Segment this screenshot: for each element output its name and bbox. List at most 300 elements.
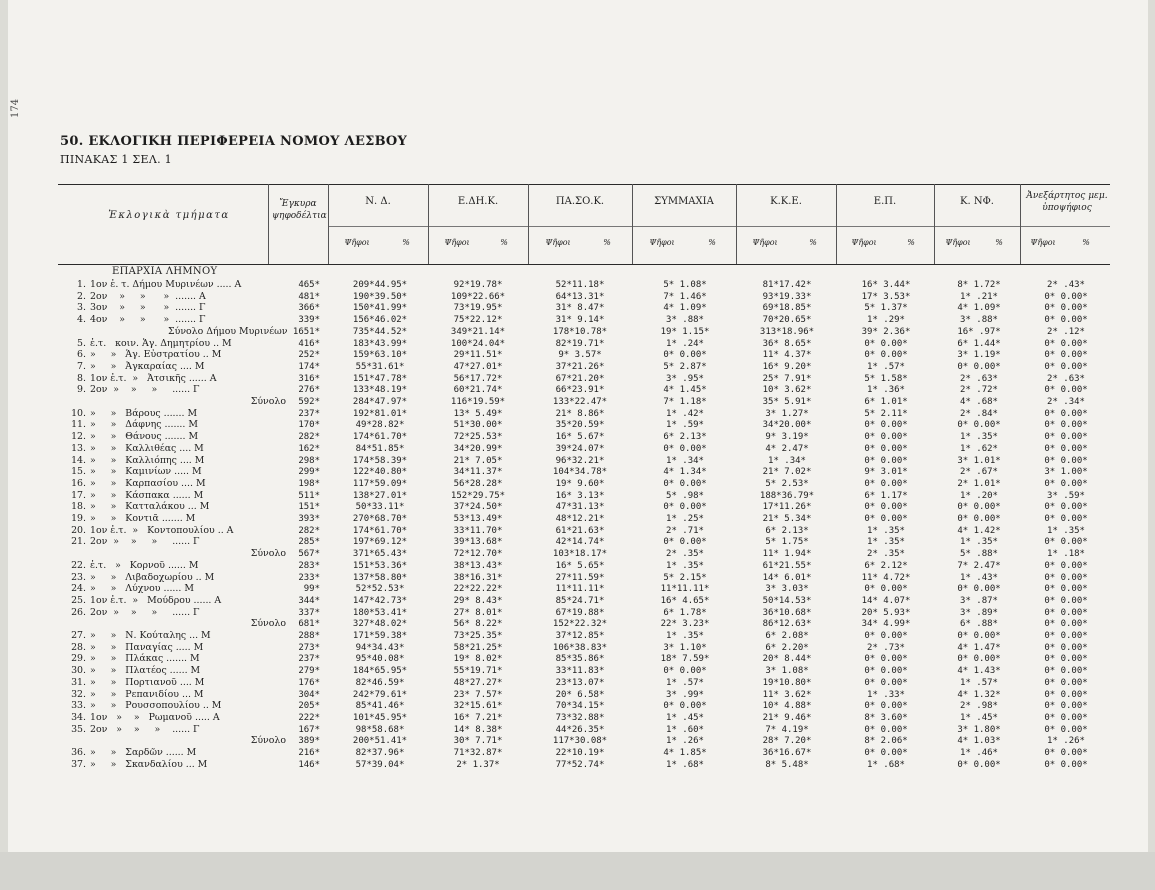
subheader-votes: Ψῆφοι xyxy=(1030,238,1056,247)
cell-reg: 339* xyxy=(298,315,320,326)
cell-sym: 1* .59* xyxy=(666,420,704,431)
cell-knf: 3* 1.80* xyxy=(957,724,1001,735)
col-divider xyxy=(836,184,837,264)
cell-kke: 61*21.55* xyxy=(762,560,812,571)
cell-knf: 4* 1.47* xyxy=(957,642,1001,653)
cell-nd: 82*37.96* xyxy=(355,748,405,758)
cell-name: » » Λιβαδοχωρίου .. Μ xyxy=(90,571,215,583)
cell-sym: 5* 2.15* xyxy=(663,572,707,583)
cell-no: 17. xyxy=(71,489,86,501)
cell-edik: 34*11.37* xyxy=(453,467,503,478)
table-row xyxy=(8,302,1148,314)
table-row xyxy=(8,572,1148,584)
header-sections: Ἐκλογικὰ τμήματα xyxy=(108,210,230,221)
cell-edik: 39*13.68* xyxy=(453,537,503,548)
cell-edik: 152*29.75* xyxy=(450,490,506,501)
cell-nd: 50*33.11* xyxy=(355,502,405,513)
cell-sym: 4* 1.09* xyxy=(663,303,707,314)
header-party-ep: Ε.Π. xyxy=(873,196,897,207)
cell-knf: 4* 1.43* xyxy=(957,666,1001,677)
cell-pasok: 42*14.74* xyxy=(555,537,605,548)
cell-edik: 72*12.70* xyxy=(453,549,503,560)
cell-no: 24. xyxy=(71,583,86,595)
cell-name: Σύνολο xyxy=(250,548,286,560)
table-row xyxy=(8,466,1148,478)
cell-anex: 0* 0.00* xyxy=(1044,478,1088,489)
cell-kke: 21* 9.46* xyxy=(762,712,812,723)
table-row xyxy=(8,490,1148,502)
table-row xyxy=(8,583,1148,595)
cell-edik: 92*19.78* xyxy=(453,280,503,290)
cell-anex: 0* 0.00* xyxy=(1044,724,1088,735)
subheader-pct: % xyxy=(995,238,1003,247)
cell-name: 2ον » » » ....... Α xyxy=(90,290,206,302)
cell-knf: 3* 1.19* xyxy=(957,350,1001,361)
cell-kke: 17*11.26* xyxy=(762,502,812,513)
cell-name: 1ον ἐ.τ. » Κοντοπουλίου .. Α xyxy=(90,524,234,536)
cell-pasok: 178*10.78* xyxy=(552,326,608,337)
cell-anex: 3* .59* xyxy=(1047,490,1085,501)
cell-pasok: 16* 5.67* xyxy=(555,432,605,443)
cell-sym: 3* .99* xyxy=(666,689,704,700)
cell-reg: 344* xyxy=(298,595,320,606)
cell-edik: 32*15.61* xyxy=(453,701,503,712)
cell-no: 1. xyxy=(77,279,86,290)
cell-sym: 0* 0.00* xyxy=(663,537,707,548)
header-valid-ballots: Ἔγκυρα ψηφοδέλτια xyxy=(272,199,327,221)
cell-edik: 56*28.28* xyxy=(453,478,503,489)
cell-pasok: 44*26.35* xyxy=(555,724,605,735)
cell-ep: 0* 0.00* xyxy=(864,701,908,712)
cell-knf: 2* .67* xyxy=(960,467,998,478)
scanned-page xyxy=(8,0,1148,852)
cell-ep: 0* 0.00* xyxy=(864,677,908,688)
cell-nd: 150*41.99* xyxy=(352,303,408,314)
cell-anex: 0* 0.00* xyxy=(1044,502,1088,513)
cell-name: ἐ.τ. κοιν. Ἁγ. Δημητρίου .. Μ xyxy=(90,337,232,349)
cell-sym: 2* .71* xyxy=(666,525,704,536)
cell-sym: 1* .57* xyxy=(666,677,704,688)
cell-knf: 0* 0.00* xyxy=(957,514,1001,524)
cell-sym: 7* 1.46* xyxy=(663,291,707,302)
table-row xyxy=(8,665,1148,677)
cell-nd: 327*48.02* xyxy=(352,619,408,630)
table-row xyxy=(8,314,1148,326)
cell-anex: 0* 0.00* xyxy=(1044,315,1088,326)
cell-nd: 84*51.85* xyxy=(355,443,405,454)
table-row xyxy=(8,724,1148,736)
cell-knf: 2* .84* xyxy=(960,408,998,419)
cell-knf: 1* .35* xyxy=(960,537,998,548)
cell-nd: 371*65.43* xyxy=(352,549,408,560)
subheader-votes: Ψῆφοι xyxy=(945,238,971,247)
cell-sym: 3* 1.10* xyxy=(663,642,707,653)
cell-knf: 1* .35* xyxy=(960,432,998,443)
cell-knf: 4* 1.32* xyxy=(957,689,1001,700)
cell-name: 2ον » » » ...... Γ xyxy=(90,606,200,618)
cell-no: 25. xyxy=(71,594,86,606)
cell-reg: 316* xyxy=(298,373,320,384)
cell-knf: 4* 1.03* xyxy=(957,736,1001,747)
cell-nd: 52*52.53* xyxy=(355,584,405,595)
table-row xyxy=(8,525,1148,537)
cell-no: 11. xyxy=(71,419,86,431)
cell-knf: 1* .45* xyxy=(960,712,998,723)
cell-pasok: 20* 6.58* xyxy=(555,689,605,700)
cell-anex: 2* .43* xyxy=(1047,280,1085,290)
cell-anex: 0* 0.00* xyxy=(1044,572,1088,583)
cell-name: 1ον ἐ. τ. Δήμου Μυρινέων ..... Α xyxy=(90,279,242,290)
cell-sym: 1* .45* xyxy=(666,712,704,723)
cell-anex: 2* .63* xyxy=(1047,373,1085,384)
cell-kke: 21* 7.02* xyxy=(762,467,812,478)
cell-edik: 23* 7.57* xyxy=(453,689,503,700)
cell-knf: 0* 0.00* xyxy=(957,361,1001,372)
cell-kke: 70*20.65* xyxy=(762,315,812,326)
table-row xyxy=(8,373,1148,385)
cell-pasok: 11*11.11* xyxy=(555,584,605,595)
cell-edik: 22*22.22* xyxy=(453,584,503,595)
table-row xyxy=(8,291,1148,303)
cell-knf: 2* .72* xyxy=(960,385,998,396)
table-row xyxy=(8,700,1148,712)
header-bottom-rule xyxy=(58,264,1110,265)
cell-name: 2ον » » » ...... Γ xyxy=(90,723,200,735)
cell-reg: 416* xyxy=(298,338,320,349)
header-party-knf: Κ. ΝΦ. xyxy=(960,196,994,207)
cell-ep: 0* 0.00* xyxy=(864,443,908,454)
cell-kke: 86*12.63* xyxy=(762,619,812,630)
cell-kke: 8* 5.48* xyxy=(765,759,809,770)
cell-sym: 1* .34* xyxy=(666,455,704,466)
subheader-pct: % xyxy=(809,238,817,247)
cell-edik: 58*21.25* xyxy=(453,642,503,653)
cell-edik: 53*13.49* xyxy=(453,514,503,524)
cell-nd: 101*45.95* xyxy=(352,712,408,723)
cell-knf: 3* 1.01* xyxy=(957,455,1001,466)
cell-edik: 29*11.51* xyxy=(453,350,503,361)
cell-reg: 216* xyxy=(298,748,320,758)
cell-ep: 20* 5.93* xyxy=(861,607,911,618)
cell-sym: 0* 0.00* xyxy=(663,701,707,712)
cell-sym: 1* .24* xyxy=(666,338,704,349)
cell-no: 2. xyxy=(77,290,86,302)
cell-sym: 4* 1.85* xyxy=(663,748,707,758)
subheader-votes: Ψῆφοι xyxy=(851,238,877,247)
cell-kke: 10* 4.88* xyxy=(762,701,812,712)
cell-knf: 3* .88* xyxy=(960,315,998,326)
cell-knf: 0* 0.00* xyxy=(957,654,1001,665)
cell-reg: 481* xyxy=(298,291,320,302)
cell-reg: 282* xyxy=(298,525,320,536)
cell-anex: 0* 0.00* xyxy=(1044,654,1088,665)
cell-reg: 285* xyxy=(298,537,320,548)
cell-pasok: 73*32.88* xyxy=(555,712,605,723)
cell-pasok: 39*24.07* xyxy=(555,443,605,454)
cell-name: » » Καλλιθέας .... Μ xyxy=(90,442,204,454)
cell-sym: 11*11.11* xyxy=(660,584,710,595)
cell-edik: 14* 8.38* xyxy=(453,724,503,735)
cell-sym: 7* 1.18* xyxy=(663,397,707,407)
subheader-pct: % xyxy=(603,238,611,247)
cell-reg: 237* xyxy=(298,654,320,665)
cell-sym: 22* 3.23* xyxy=(660,619,710,630)
cell-kke: 36*16.67* xyxy=(762,748,812,758)
cell-kke: 6* 2.13* xyxy=(765,525,809,536)
cell-ep: 14* 4.07* xyxy=(861,595,911,606)
cell-pasok: 82*19.71* xyxy=(555,338,605,349)
table-row xyxy=(8,431,1148,443)
cell-no: 10. xyxy=(71,407,86,419)
cell-ep: 8* 2.06* xyxy=(864,736,908,747)
cell-anex: 0* 0.00* xyxy=(1044,712,1088,723)
cell-name: Σύνολο Δήμου Μυρινέων xyxy=(168,325,288,337)
page-title: 50. ΕΚΛΟΓΙΚΗ ΠΕΡΙΦΕΡΕΙΑ ΝΟΜΟΥ ΛΕΣΒΟΥ xyxy=(60,134,408,149)
cell-anex: 0* 0.00* xyxy=(1044,631,1088,641)
cell-ep: 6* 1.17* xyxy=(864,490,908,501)
cell-kke: 21* 5.34* xyxy=(762,514,812,524)
table-row xyxy=(8,560,1148,572)
cell-reg: 283* xyxy=(298,560,320,571)
cell-anex: 0* 0.00* xyxy=(1044,537,1088,548)
cell-kke: 6* 2.20* xyxy=(765,642,809,653)
cell-knf: 0* 0.00* xyxy=(957,584,1001,595)
cell-reg: 252* xyxy=(298,350,320,361)
table-row xyxy=(8,759,1148,771)
subheader-votes: Ψῆφοι xyxy=(444,238,470,247)
cell-anex: 0* 0.00* xyxy=(1044,385,1088,396)
cell-kke: 69*18.85* xyxy=(762,303,812,314)
table-row xyxy=(8,338,1148,350)
cell-pasok: 85*24.71* xyxy=(555,595,605,606)
cell-nd: 49*28.82* xyxy=(355,420,405,431)
cell-pasok: 37*21.26* xyxy=(555,361,605,372)
cell-name: » » Βάρους ....... Μ xyxy=(90,407,198,419)
eparchia-heading: ΕΠΑΡΧΙΑ ΛΗΜΝΟΥ xyxy=(112,266,218,277)
cell-anex: 0* 0.00* xyxy=(1044,350,1088,361)
cell-ep: 0* 0.00* xyxy=(864,420,908,431)
cell-reg: 237* xyxy=(298,408,320,419)
cell-edik: 60*21.74* xyxy=(453,385,503,396)
table-row xyxy=(8,408,1148,420)
cell-anex: 0* 0.00* xyxy=(1044,748,1088,758)
cell-pasok: 35*20.59* xyxy=(555,420,605,431)
cell-knf: 2* .63* xyxy=(960,373,998,384)
table-row xyxy=(8,712,1148,724)
header-sub-rule xyxy=(328,226,1110,227)
cell-name: » » Σαρδῶν ...... Μ xyxy=(90,747,197,758)
cell-sym: 3* .88* xyxy=(666,315,704,326)
cell-name: » » Ρεπανιδίου ... Μ xyxy=(90,688,204,700)
cell-pasok: 67*21.20* xyxy=(555,373,605,384)
cell-edik: 38*16.31* xyxy=(453,572,503,583)
cell-reg: 276* xyxy=(298,385,320,396)
cell-ep: 0* 0.00* xyxy=(864,724,908,735)
cell-sym: 2* .35* xyxy=(666,549,704,560)
cell-ep: 16* 3.44* xyxy=(861,280,911,290)
cell-kke: 3* 1.27* xyxy=(765,408,809,419)
cell-knf: 1* .57* xyxy=(960,677,998,688)
cell-knf: 1* .46* xyxy=(960,748,998,758)
cell-knf: 6* 1.44* xyxy=(957,338,1001,349)
cell-nd: 184*65.95* xyxy=(352,666,408,677)
cell-nd: 156*46.02* xyxy=(352,315,408,326)
cell-reg: 167* xyxy=(298,724,320,735)
cell-no: 37. xyxy=(71,758,86,770)
subheader-pct: % xyxy=(907,238,915,247)
cell-knf: 2* .98* xyxy=(960,701,998,712)
cell-reg: 174* xyxy=(298,361,320,372)
cell-kke: 11* 3.62* xyxy=(762,689,812,700)
cell-nd: 180*53.41* xyxy=(352,607,408,618)
cell-ep: 5* 1.37* xyxy=(864,303,908,314)
cell-reg: 592* xyxy=(298,397,320,407)
cell-name: » » Ἀγκαραίας .... Μ xyxy=(90,360,205,372)
table-row xyxy=(8,607,1148,619)
table-row xyxy=(8,536,1148,548)
table-row xyxy=(8,384,1148,396)
cell-no: 30. xyxy=(71,665,86,677)
cell-name: » » Ἁγ. Εὐστρατίου .. Μ xyxy=(90,349,222,361)
cell-edik: 30* 7.71* xyxy=(453,736,503,747)
cell-nd: 171*59.38* xyxy=(352,631,408,641)
cell-no: 14. xyxy=(71,454,86,466)
cell-anex: 0* 0.00* xyxy=(1044,560,1088,571)
table-row xyxy=(8,443,1148,455)
cell-nd: 159*63.10* xyxy=(352,350,408,361)
cell-edik: 2* 1.37* xyxy=(456,759,500,770)
subheader-pct: % xyxy=(402,238,410,247)
cell-sym: 5* .98* xyxy=(666,490,704,501)
table-row-total xyxy=(8,396,1148,408)
cell-no: 21. xyxy=(71,536,86,548)
cell-knf: 3* .89* xyxy=(960,607,998,618)
cell-kke: 11* 4.37* xyxy=(762,350,812,361)
cell-pasok: 85*35.86* xyxy=(555,654,605,665)
cell-nd: 197*69.12* xyxy=(352,537,408,548)
cell-ep: 1* .33* xyxy=(867,689,905,700)
cell-ep: 6* 1.01* xyxy=(864,397,908,407)
cell-knf: 0* 0.00* xyxy=(957,502,1001,513)
cell-nd: 138*27.01* xyxy=(352,490,408,501)
cell-edik: 48*27.27* xyxy=(453,677,503,688)
cell-edik: 34*20.99* xyxy=(453,443,503,454)
cell-anex: 3* 1.00* xyxy=(1044,467,1088,478)
cell-edik: 349*21.14* xyxy=(450,326,506,337)
cell-nd: 137*58.80* xyxy=(352,572,408,583)
cell-kke: 313*18.96* xyxy=(759,326,815,337)
cell-nd: 183*43.99* xyxy=(352,338,408,349)
cell-ep: 0* 0.00* xyxy=(864,338,908,349)
cell-reg: 151* xyxy=(298,502,320,513)
header-party-symmachia: ΣΥΜΜΑΧΙΑ xyxy=(654,196,714,207)
cell-anex: 0* 0.00* xyxy=(1044,455,1088,466)
cell-reg: 176* xyxy=(298,677,320,688)
cell-no: 19. xyxy=(71,513,86,524)
cell-anex: 1* .35* xyxy=(1047,525,1085,536)
cell-reg: 337* xyxy=(298,607,320,618)
cell-no: 9. xyxy=(77,384,86,396)
cell-edik: 56*17.72* xyxy=(453,373,503,384)
cell-kke: 50*14.53* xyxy=(762,595,812,606)
cell-nd: 122*40.80* xyxy=(352,467,408,478)
cell-edik: 73*25.35* xyxy=(453,631,503,641)
cell-knf: 7* 2.47* xyxy=(957,560,1001,571)
cell-reg: 681* xyxy=(298,619,320,630)
cell-sym: 3* .95* xyxy=(666,373,704,384)
cell-reg: 273* xyxy=(298,642,320,653)
cell-anex: 2* .34* xyxy=(1047,397,1085,407)
cell-no: 33. xyxy=(71,700,86,712)
cell-anex: 0* 0.00* xyxy=(1044,701,1088,712)
cell-nd: 82*46.59* xyxy=(355,677,405,688)
cell-name: » » Κάσπακα ...... Μ xyxy=(90,489,204,501)
cell-anex: 0* 0.00* xyxy=(1044,584,1088,595)
table-row xyxy=(8,501,1148,513)
cell-anex: 0* 0.00* xyxy=(1044,291,1088,302)
subheader-votes: Ψῆφοι xyxy=(649,238,675,247)
cell-name: » » Παναγίας ..... Μ xyxy=(90,641,204,653)
cell-knf: 3* .87* xyxy=(960,595,998,606)
cell-pasok: 66*23.91* xyxy=(555,385,605,396)
cell-knf: 4* .68* xyxy=(960,397,998,407)
cell-edik: 73*19.95* xyxy=(453,303,503,314)
cell-sym: 0* 0.00* xyxy=(663,502,707,513)
cell-no: 32. xyxy=(71,688,86,700)
cell-nd: 133*48.19* xyxy=(352,385,408,396)
cell-pasok: 16* 5.65* xyxy=(555,560,605,571)
cell-edik: 100*24.04* xyxy=(450,338,506,349)
cell-reg: 282* xyxy=(298,432,320,443)
cell-nd: 57*39.04* xyxy=(355,759,405,770)
cell-ep: 1* .35* xyxy=(867,537,905,548)
cell-pasok: 133*22.47* xyxy=(552,397,608,407)
cell-name: Σύνολο xyxy=(250,396,286,407)
cell-sym: 1* .35* xyxy=(666,560,704,571)
subheader-votes: Ψῆφοι xyxy=(545,238,571,247)
cell-pasok: 19* 9.60* xyxy=(555,478,605,489)
cell-ep: 0* 0.00* xyxy=(864,455,908,466)
cell-nd: 117*59.09* xyxy=(352,478,408,489)
cell-nd: 200*51.41* xyxy=(352,736,408,747)
cell-anex: 0* 0.00* xyxy=(1044,619,1088,630)
cell-sym: 1* .60* xyxy=(666,724,704,735)
cell-edik: 51*30.00* xyxy=(453,420,503,431)
cell-anex: 0* 0.00* xyxy=(1044,408,1088,419)
cell-pasok: 70*34.15* xyxy=(555,701,605,712)
cell-sym: 0* 0.00* xyxy=(663,478,707,489)
cell-name: » » Κατταλάκου ... Μ xyxy=(90,501,210,513)
cell-anex: 1* .18* xyxy=(1047,549,1085,560)
subheader-votes: Ψῆφοι xyxy=(344,238,370,247)
cell-no: 36. xyxy=(71,747,86,758)
cell-reg: 366* xyxy=(298,303,320,314)
cell-anex: 0* 0.00* xyxy=(1044,361,1088,372)
cell-kke: 14* 6.01* xyxy=(762,572,812,583)
cell-edik: 47*27.01* xyxy=(453,361,503,372)
table-row-total xyxy=(8,548,1148,560)
cell-pasok: 16* 3.13* xyxy=(555,490,605,501)
cell-no: 3. xyxy=(77,302,86,314)
cell-ep: 2* .35* xyxy=(867,549,905,560)
cell-sym: 19* 1.15* xyxy=(660,326,710,337)
cell-reg: 162* xyxy=(298,443,320,454)
cell-sym: 6* 1.78* xyxy=(663,607,707,618)
cell-name: » » Πλατέος ...... Μ xyxy=(90,665,201,677)
cell-pasok: 22*10.19* xyxy=(555,748,605,758)
cell-knf: 1* .43* xyxy=(960,572,998,583)
cell-nd: 192*81.01* xyxy=(352,408,408,419)
